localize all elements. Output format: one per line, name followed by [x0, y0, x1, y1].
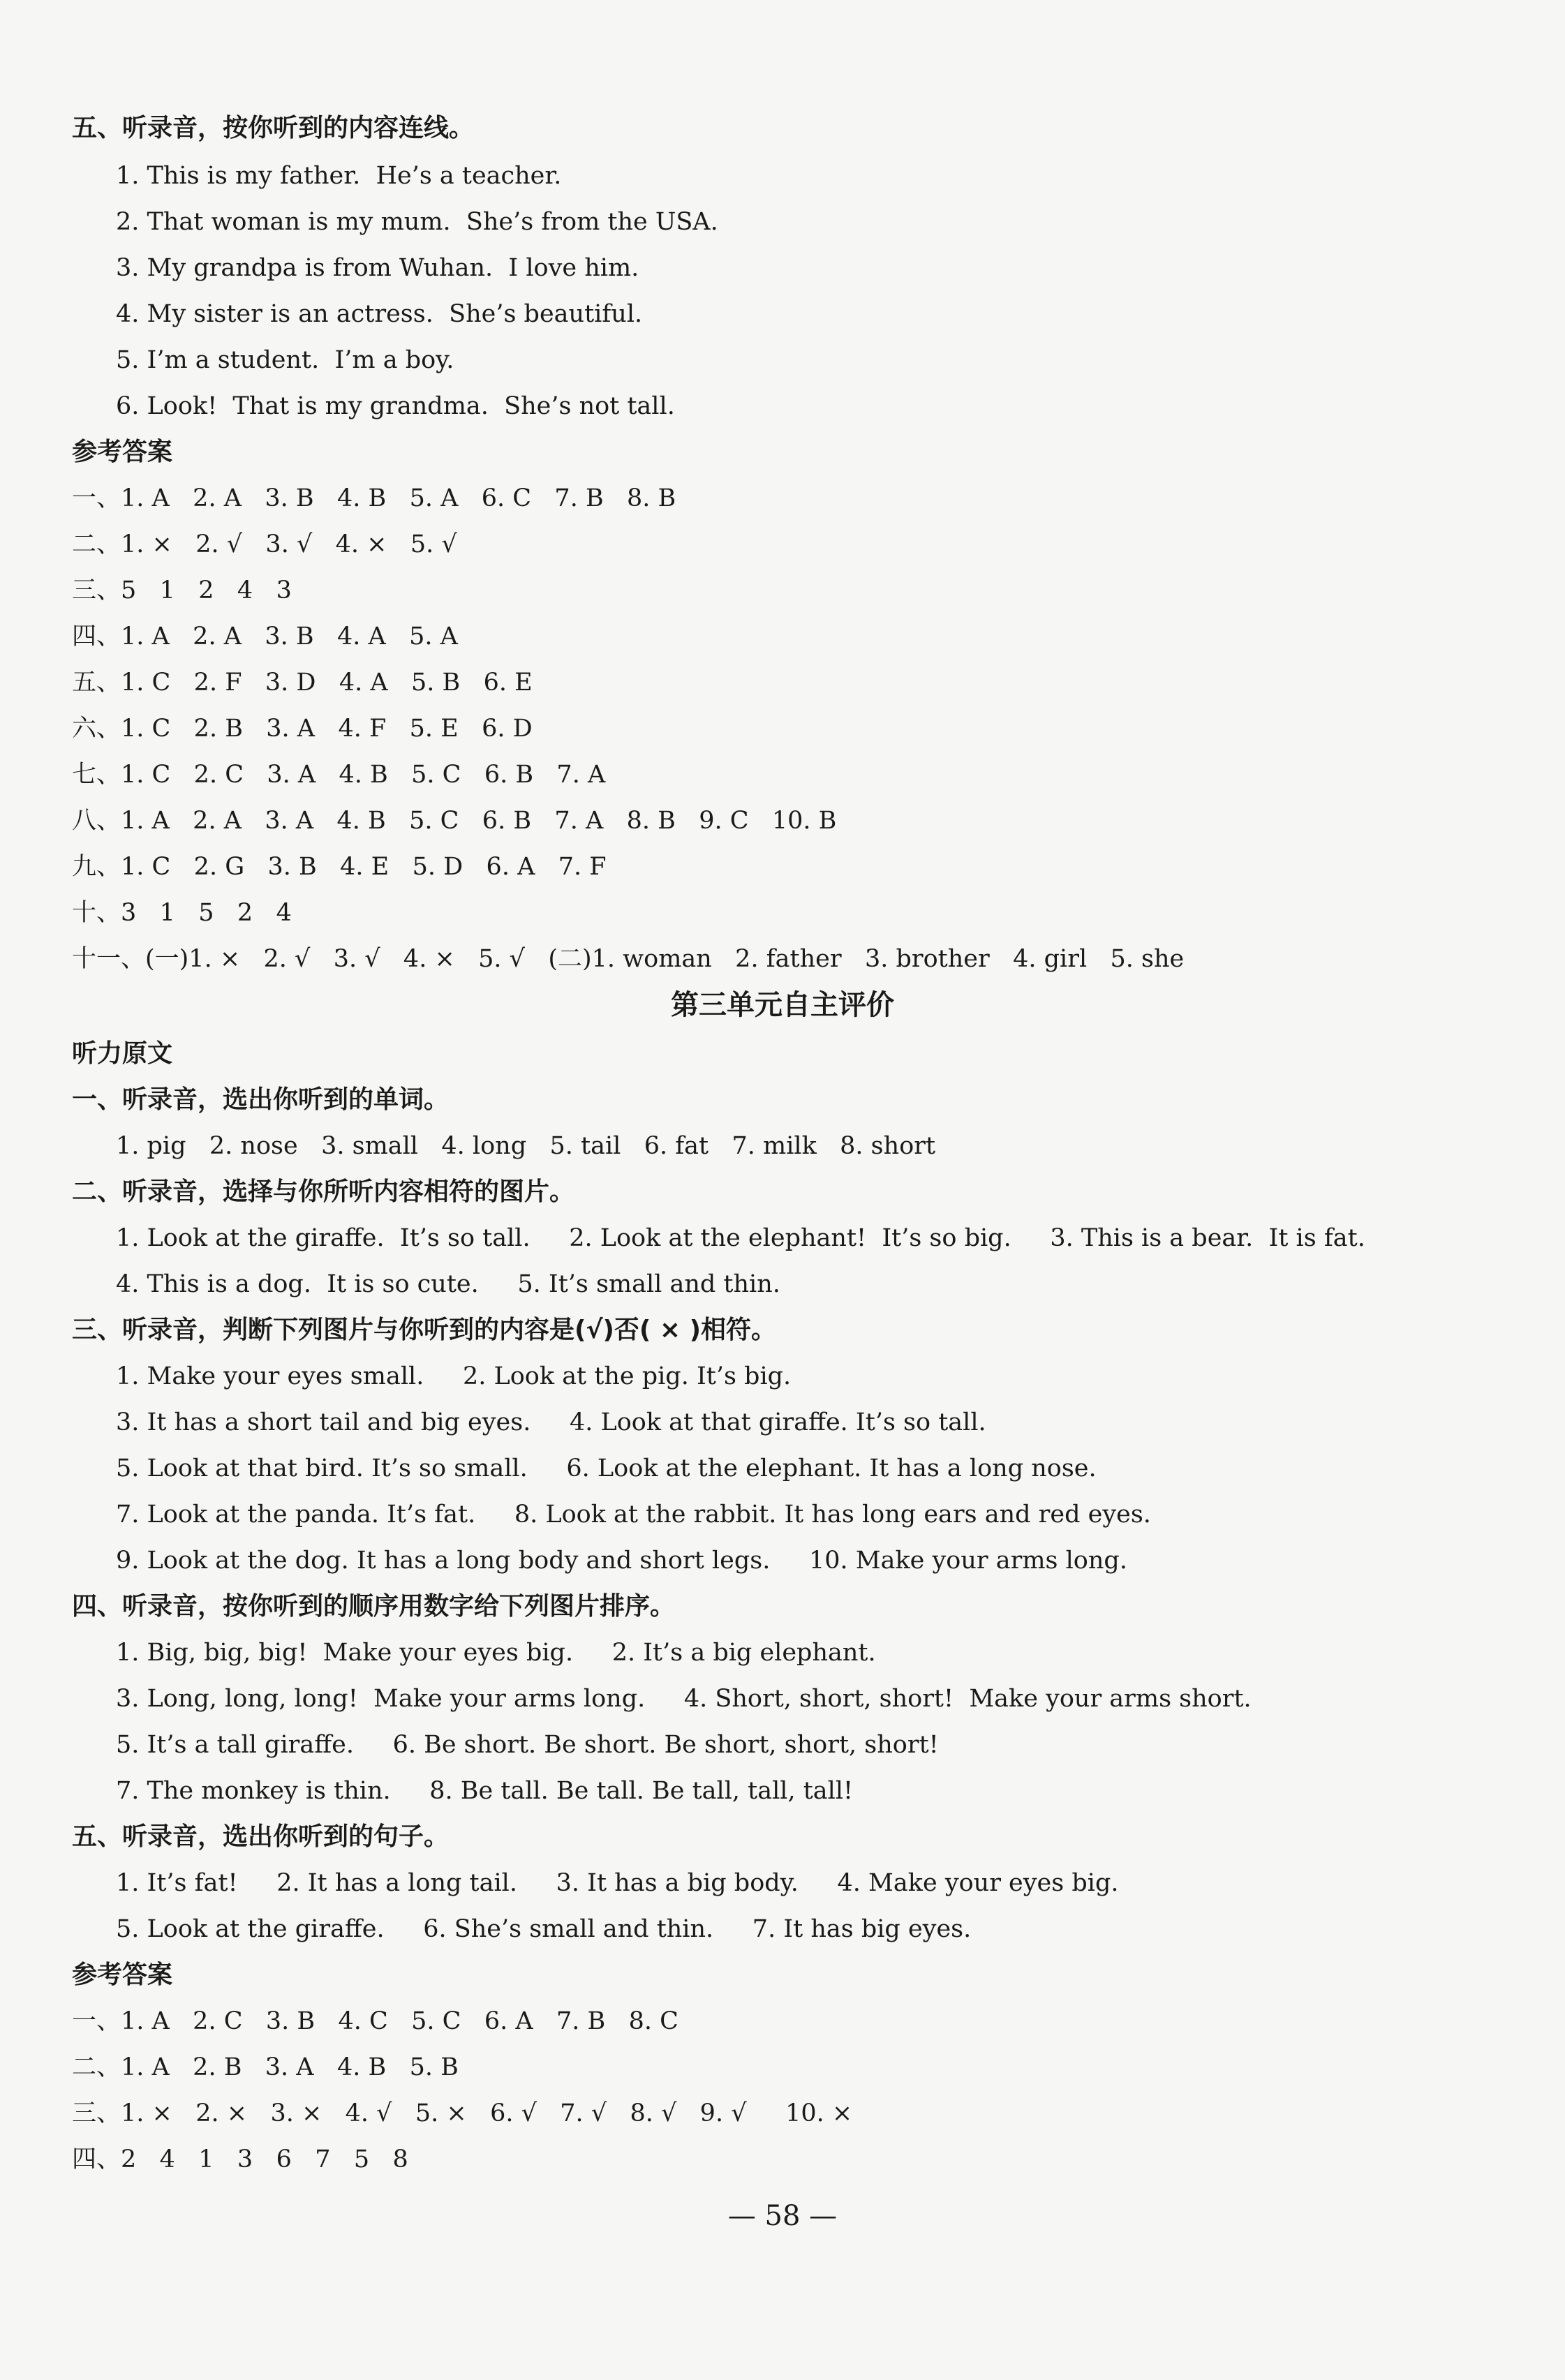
listening-line: 6. Look! That is my grandma. She’s not tall.	[116, 392, 675, 420]
answer-line: 十、3 1 5 2 4	[72, 899, 292, 927]
answer-line: 六、1. C 2. B 3. A 4. F 5. E 6. D	[72, 715, 533, 743]
listening-line: 3. My grandpa is from Wuhan. I love him.	[116, 254, 639, 282]
listening-line: 3. Long, long, long! Make your arms long. 4. Short, short, short! Make your arms short.	[116, 1685, 1252, 1713]
listening-line: 1. Big, big, big! Make your eyes big. 2. It’s a big elephant.	[116, 1639, 876, 1667]
answer-line: 十一、(一)1. × 2. √ 3. √ 4. × 5. √ (二)1. woman 2. father 3. brother 4. girl 5. she	[72, 945, 1185, 973]
listening-line: 7. Look at the panda. It’s fat. 8. Look at the rabbit. It has long ears and red eyes.	[116, 1501, 1151, 1529]
listening-line: 1. Look at the giraffe. It’s so tall. 2. Look at the elephant! It’s so big. 3. This is a bear. It is fat.	[116, 1224, 1365, 1252]
answer-line: 七、1. C 2. C 3. A 4. B 5. C 6. B 7. A	[72, 761, 606, 789]
listening-line: 5. It’s a tall giraffe. 6. Be short. Be short. Be short, short, short!	[116, 1731, 939, 1759]
question-heading: 二、听录音，选择与你所听内容相符的图片。	[72, 1177, 575, 1206]
listening-line: 1. It’s fat! 2. It has a long tail. 3. It has a big body. 4. Make your eyes big.	[116, 1869, 1119, 1897]
listening-line: 5. Look at the giraffe. 6. She’s small and thin. 7. It has big eyes.	[116, 1915, 972, 1943]
answer-line: 一、1. A 2. C 3. B 4. C 5. C 6. A 7. B 8. C	[72, 2007, 678, 2035]
listening-line: 5. I’m a student. I’m a boy.	[116, 346, 454, 374]
listening-line: 4. This is a dog. It is so cute. 5. It’s small and thin.	[116, 1270, 780, 1298]
answer-line: 二、1. A 2. B 3. A 4. B 5. B	[72, 2053, 459, 2081]
listening-line: 5. Look at that bird. It’s so small. 6. Look at the elephant. It has a long nose.	[116, 1455, 1097, 1482]
answer-line: 一、1. A 2. A 3. B 4. B 5. A 6. C 7. B 8. B	[72, 484, 676, 512]
question-heading: 一、听录音，选出你听到的单词。	[72, 1085, 450, 1114]
answer-line: 九、1. C 2. G 3. B 4. E 5. D 6. A 7. F	[72, 853, 607, 881]
unit-title: 第三单元自主评价	[671, 989, 894, 1021]
answer-line: 五、1. C 2. F 3. D 4. A 5. B 6. E	[72, 669, 533, 697]
question-heading: 三、听录音，判断下列图片与你听到的内容是(√)否( × )相符。	[72, 1316, 777, 1344]
answer-key-heading: 参考答案	[72, 438, 173, 466]
listening-line: 7. The monkey is thin. 8. Be tall. Be tall. Be tall, tall, tall!	[116, 1777, 854, 1805]
answer-line: 二、1. × 2. √ 3. √ 4. × 5. √	[72, 530, 457, 558]
answer-line: 三、1. × 2. × 3. × 4. √ 5. × 6. √ 7. √ 8. √ 9. √ 10. ×	[72, 2099, 853, 2127]
page-number: — 58 —	[727, 2200, 838, 2232]
listening-line: 1. pig 2. nose 3. small 4. long 5. tail 6. fat 7. milk 8. short	[116, 1132, 936, 1160]
listening-line: 1. This is my father. He’s a teacher.	[116, 162, 562, 190]
listening-line: 4. My sister is an actress. She’s beautiful.	[116, 300, 643, 328]
question-heading: 五、听录音，选出你听到的句子。	[72, 1822, 450, 1851]
section-heading: 五、听录音，按你听到的内容连线。	[72, 114, 475, 142]
listening-line: 9. Look at the dog. It has a long body and short legs. 10. Make your arms long.	[116, 1547, 1127, 1575]
listening-line: 3. It has a short tail and big eyes. 4. Look at that giraffe. It’s so tall.	[116, 1408, 986, 1436]
listening-text-heading: 听力原文	[72, 1039, 173, 1068]
answer-line: 三、5 1 2 4 3	[72, 577, 292, 604]
question-heading: 四、听录音，按你听到的顺序用数字给下列图片排序。	[72, 1592, 676, 1621]
answer-line: 四、1. A 2. A 3. B 4. A 5. A	[72, 623, 458, 650]
listening-line: 1. Make your eyes small. 2. Look at the pig. It’s big.	[116, 1362, 792, 1390]
answer-line: 四、2 4 1 3 6 7 5 8	[72, 2145, 408, 2173]
answer-line: 八、1. A 2. A 3. A 4. B 5. C 6. B 7. A 8. B 9. C 10. B	[72, 807, 837, 835]
listening-line: 2. That woman is my mum. She’s from the USA.	[116, 208, 718, 236]
answer-key-heading: 参考答案	[72, 1961, 173, 1989]
